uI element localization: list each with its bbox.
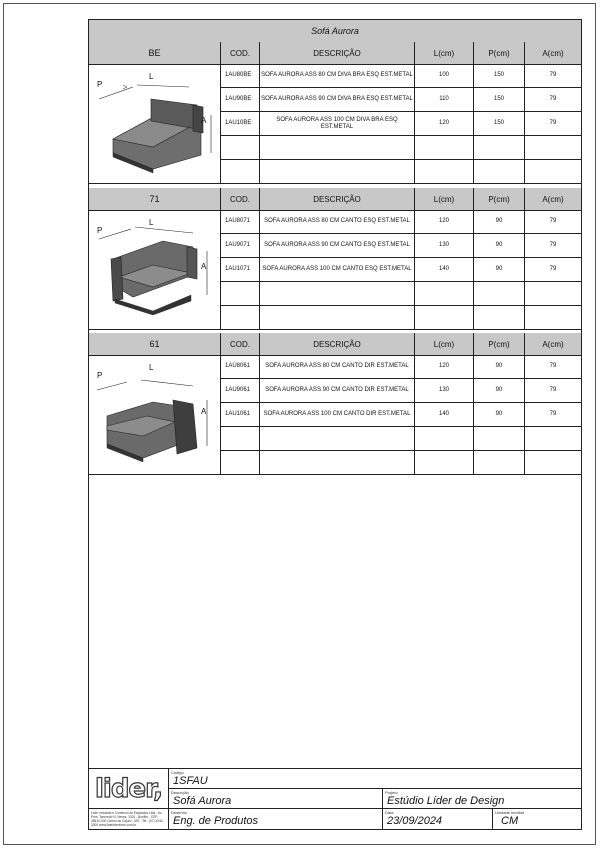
column-header-p: P(cm) [474,188,525,210]
projeto-field: Projeto Estúdio Líder de Design [383,789,581,809]
cell-l [415,282,474,305]
unidade-field: Unidade medida CM [495,810,525,827]
lider-logo: lider, [89,769,169,809]
dimension-label-a: A [201,407,207,416]
cell-desc [260,282,415,305]
section-divider [89,183,581,184]
column-header-p: P(cm) [474,333,525,355]
cell-l [415,427,474,450]
cell-p: 90 [474,403,525,426]
cell-l [415,136,474,159]
document-title: Sofá Aurora [89,20,581,43]
dimension-label-p: P [97,80,103,89]
cell-a: 79 [549,411,557,417]
table-row [221,88,581,112]
cell-p: 150 [474,88,525,111]
dimension-label-l: L [149,363,154,372]
table-row [221,451,581,475]
cell-cod: 1AU9061 [221,379,260,402]
cell-cod [221,306,260,329]
cell-a [525,427,581,450]
cell-l: 120 [415,112,474,135]
cell-desc: SOFA AURORA ASS 90 CM CANTO DIR EST.METAL [260,379,415,402]
column-header-a: A(cm) [542,48,564,58]
table-row [221,258,581,282]
cell-p: 90 [474,379,525,402]
cell-p [474,136,525,159]
cell-a [525,136,581,159]
cell-l: 130 [415,234,474,257]
section-name: BE [89,42,221,64]
column-header-cod: COD. [221,333,260,355]
cell-cod: 1AU80BE [221,64,260,87]
cell-desc: SOFA AURORA ASS 80 CM CANTO ESQ EST.METAL [260,210,415,233]
sofa-chaise-icon [89,64,221,184]
cell-cod [221,160,260,183]
cell-a: 79 [549,96,557,102]
cell-desc [260,136,415,159]
desenho-field: Desenho Eng. de Produtos [169,809,383,830]
cell-a: 79 [549,72,557,78]
cell-p [474,282,525,305]
table-row [221,64,581,88]
dimension-label-l: L [149,72,154,81]
dimension-label-a: A [201,116,207,125]
column-header-desc: DESCRIÇÃO [260,188,415,210]
section-divider [89,329,581,330]
cell-cod: 1AU10BE [221,112,260,135]
cell-l [415,451,474,474]
column-header-cod: COD. [221,188,260,210]
cell-desc [260,451,415,474]
company-address: Líder Indústria e Comércio de Estofados Ltda - Av. Pres. Tancredo N. Neves, 1301 - Bonfim - CEP 35610-000 Carmo do Cajuru - MG - Tel.: (37) 3244-3300 www.liderinteriores.com.br [89,809,169,830]
table-row [221,403,581,427]
dimension-label-p: P [97,226,103,235]
cell-desc [260,306,415,329]
table-row [221,112,581,136]
sofa-corner-right-icon [89,355,221,475]
table-row [221,160,581,184]
table-row [221,379,581,403]
table-row [221,306,581,330]
cell-l: 110 [415,88,474,111]
cell-p [474,451,525,474]
product-sheet [88,19,582,830]
cell-l: 140 [415,403,474,426]
cell-l: 120 [415,355,474,378]
cell-p [474,160,525,183]
dimension-label-p: P [97,371,103,380]
column-header-a: A(cm) [542,194,564,204]
sofa-corner-left-icon [89,210,221,330]
cell-a: 79 [549,218,557,224]
column-header-desc: DESCRIÇÃO [260,333,415,355]
cell-cod: 1AU90BE [221,88,260,111]
cell-desc: SOFA AURORA ASS 100 CM CANTO ESQ EST.METAL [260,258,415,281]
column-header-l: L(cm) [415,333,474,355]
cell-a: 79 [549,120,557,126]
codigo-field: Código 1SFAU [169,769,581,789]
cell-cod [221,282,260,305]
cell-l: 130 [415,379,474,402]
section-name: 61 [89,333,221,355]
section-header [89,42,581,65]
data-field: Data 23/09/2024 [383,809,493,830]
table-row [221,234,581,258]
cell-a [525,282,581,305]
cell-a: 79 [549,363,557,369]
title-block [89,768,581,830]
column-header-desc: DESCRIÇÃO [260,42,415,64]
table-row [221,136,581,160]
cell-cod [221,427,260,450]
cell-cod: 1AU1071 [221,258,260,281]
cell-desc [260,160,415,183]
table-row [221,210,581,234]
cell-l: 120 [415,210,474,233]
column-header-p: P(cm) [474,42,525,64]
cell-cod: 1AU1061 [221,403,260,426]
cell-p: 150 [474,64,525,87]
column-header-l: L(cm) [415,188,474,210]
cell-l: 100 [415,64,474,87]
cell-p: 90 [474,234,525,257]
cell-a: 79 [549,387,557,393]
cell-cod [221,136,260,159]
cell-desc: SOFA AURORA ASS 80 CM DIVA BRA ESQ EST.METAL [260,64,415,87]
column-header-cod: COD. [221,42,260,64]
cell-p: 90 [474,355,525,378]
cell-a [525,160,581,183]
cell-a: 79 [549,242,557,248]
table-row [221,355,581,379]
cell-cod: 1AU9071 [221,234,260,257]
section-name: 71 [89,188,221,210]
cell-desc: SOFA AURORA ASS 100 CM CANTO DIR EST.METAL [260,403,415,426]
cell-cod: 1AU8071 [221,210,260,233]
dimension-label-l: L [149,218,154,227]
cell-desc [260,427,415,450]
cell-p [474,306,525,329]
column-header-a: A(cm) [542,339,564,349]
cell-a [525,306,581,329]
cell-p: 90 [474,258,525,281]
cell-cod [221,451,260,474]
cell-l: 140 [415,258,474,281]
cell-l [415,160,474,183]
cell-p: 90 [474,210,525,233]
dimension-label-a: A [201,262,207,271]
column-header-l: L(cm) [415,42,474,64]
table-row [221,427,581,451]
table-row [221,282,581,306]
cell-l [415,306,474,329]
cell-a [525,451,581,474]
cell-desc: SOFA AURORA ASS 90 CM CANTO ESQ EST.METAL [260,234,415,257]
cell-p [474,427,525,450]
section-header [89,333,581,356]
cell-a: 79 [549,266,557,272]
cell-p: 150 [474,112,525,135]
cell-desc: SOFA AURORA ASS 100 CM DIVA BRA ESQ EST.METAL [260,112,415,135]
cell-desc: SOFA AURORA ASS 80 CM CANTO DIR EST.METAL [260,355,415,378]
descricao-field: Descrição Sofá Aurora [169,789,383,809]
section-divider [89,474,581,475]
cell-desc: SOFA AURORA ASS 90 CM DIVA BRA ESQ EST.METAL [260,88,415,111]
section-header [89,188,581,211]
cell-cod: 1AU8061 [221,355,260,378]
